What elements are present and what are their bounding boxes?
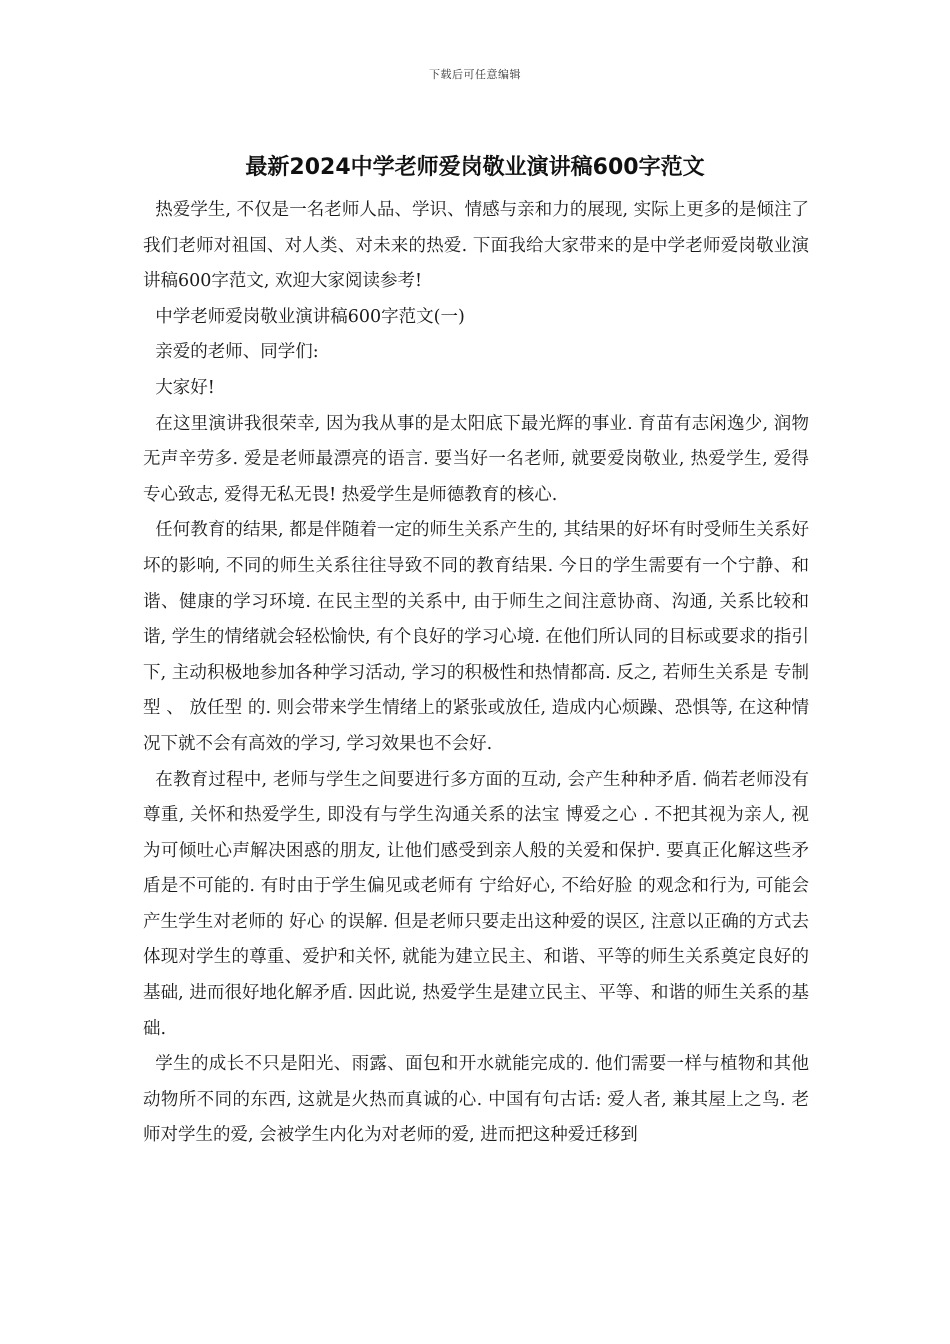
document-title: 最新2024中学老师爱岗敬业演讲稿600字范文 xyxy=(245,155,705,180)
paragraph-greeting: 大家好! xyxy=(155,377,215,398)
document-body xyxy=(143,193,809,1154)
paragraph-body: 学生的成长不只是阳光、雨露、面包和开水就能完成的. 他们需要一样与植物和其他动物所不同的东西, 这就是火热而真诚的心. 中国有句古话: 爱人者, 兼其屋上之鸟. 老师对学生的爱, 会被学生内化为对老师的爱, 进而把这种爱迁移到 xyxy=(143,1054,809,1146)
paragraph-salutation: 亲爱的老师、同学们: xyxy=(155,342,319,363)
paragraph-body: 在教育过程中, 老师与学生之间要进行多方面的互动, 会产生种种矛盾. 倘若老师没有尊重, 关怀和热爱学生, 即没有与学生沟通关系的法宝 博爱之心 . 不把其视为亲人, 视为可倾吐心声解决困惑的朋友, 让他们感受到亲人般的关爱和保护. 要真正化解这些矛盾是不可能的. 有时由于学生偏见或老师有 宁给好心, 不给好脸 的观念和行为, 可能会产生学生对老师的 好心 的误解. 但是老师只要走出这种爱的误区, 注意以正确的方式去体现对学生的尊重、爱护和关怀, 就能为建立民主、和谐、平等的师生关系奠定良好的基础, 进而很好地化解矛盾. 因此说, 热爱学生是建立民主、平等、和谐的师生关系的基础. xyxy=(143,769,809,1039)
paragraph-section-heading: 中学老师爱岗敬业演讲稿600字范文(一) xyxy=(155,306,465,327)
paragraph-body: 在这里演讲我很荣幸, 因为我从事的是太阳底下最光辉的事业. 育苗有志闲逸少, 润物无声辛劳多. 爱是老师最漂亮的语言. 要当好一名老师, 就要爱岗敬业, 热爱学生, 爱得专心致志, 爱得无私无畏! 热爱学生是师德教育的核心. xyxy=(143,413,809,505)
paragraph-intro: 热爱学生, 不仅是一名老师人品、学识、情感与亲和力的展现, 实际上更多的是倾注了我们老师对祖国、对人类、对未来的热爱. 下面我给大家带来的是中学老师爱岗敬业演讲稿600字范文, 欢迎大家阅读参考! xyxy=(143,200,809,292)
header-note: 下载后可任意编辑 xyxy=(429,68,521,81)
paragraph-body: 任何教育的结果, 都是伴随着一定的师生关系产生的, 其结果的好坏有时受师生关系好坏的影响, 不同的师生关系往往导致不同的教育结果. 今日的学生需要有一个宁静、和谐、健康的学习环境. 在民主型的关系中, 由于师生之间注意协商、沟通, 关系比较和谐, 学生的情绪就会轻松愉快, 有个良好的学习心境. 在他们所认同的目标或要求的指引下, 主动积极地参加各种学习活动, 学习的积极性和热情都高. 反之, 若师生关系是 专制型 、 放任型 的. 则会带来学生情绪上的紧张或放任, 造成内心烦躁、恐惧等, 在这种情况下就不会有高效的学习, 学习效果也不会好. xyxy=(143,520,809,754)
